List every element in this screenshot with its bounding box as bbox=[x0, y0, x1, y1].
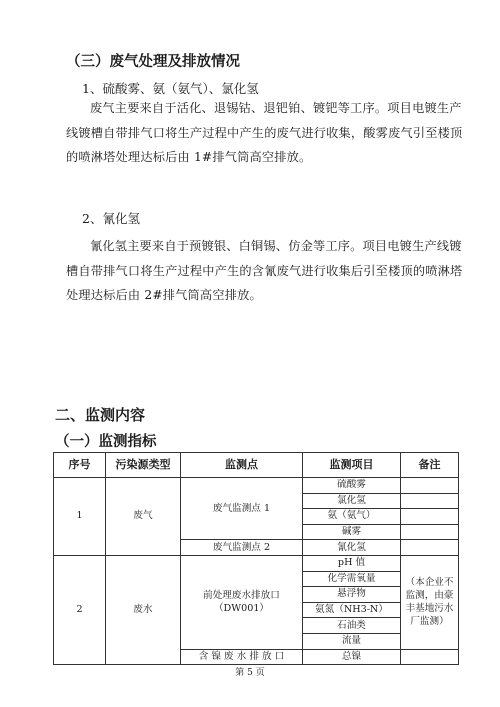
row-remark: （本企业不监测，由豪丰基地污水厂监测） bbox=[401, 555, 459, 649]
header-point: 监测点 bbox=[181, 453, 303, 478]
row-item: 石油类 bbox=[303, 618, 401, 634]
row-point: 废气监测点 1 bbox=[181, 478, 303, 540]
row-remark bbox=[401, 509, 459, 525]
subsection-heading-indicators: （一）监测指标 bbox=[55, 434, 157, 450]
section-heading-waste-gas: （三）废气处理及排放情况 bbox=[66, 54, 240, 70]
row-point: 含 镍 废 水 排 放 口 bbox=[181, 649, 303, 665]
item2-title: 2、氰化氢 bbox=[82, 211, 140, 226]
table-row bbox=[54, 555, 459, 571]
row-item: 总镍 bbox=[303, 649, 401, 665]
monitoring-table bbox=[53, 452, 459, 665]
row-point bbox=[181, 555, 303, 649]
row-item: 化学需氧量 bbox=[303, 571, 401, 587]
row-item: 硫酸雾 bbox=[303, 478, 401, 494]
header-remark: 备注 bbox=[401, 453, 459, 478]
section-heading-monitoring: 二、监测内容 bbox=[55, 406, 146, 424]
point-code: （DW001） bbox=[213, 603, 270, 615]
row-item: 氨（氨气） bbox=[303, 509, 401, 525]
header-source-type: 污染源类型 bbox=[106, 453, 181, 478]
row-item: 氯化氢 bbox=[303, 493, 401, 509]
table-header-row bbox=[54, 453, 459, 478]
header-no: 序号 bbox=[54, 453, 106, 478]
row-remark bbox=[401, 524, 459, 540]
header-item: 监测项目 bbox=[303, 453, 401, 478]
row-item: 碱雾 bbox=[303, 524, 401, 540]
row-item: 氰化氢 bbox=[303, 540, 401, 556]
item1-title: 1、硫酸雾、氨（氨气）、氯化氢 bbox=[82, 81, 259, 96]
row-no: 2 bbox=[54, 555, 106, 664]
row-source-type: 废气 bbox=[106, 478, 181, 556]
row-item: 悬浮物 bbox=[303, 587, 401, 603]
page-number: 第 5 页 bbox=[235, 668, 265, 678]
row-remark bbox=[401, 493, 459, 509]
row-remark bbox=[401, 649, 459, 665]
point-name: 前处理废水排放口 bbox=[203, 590, 280, 602]
row-source-type: 废水 bbox=[106, 555, 181, 664]
table-row bbox=[54, 478, 459, 494]
item2-paragraph: 氰化氢主要来自于预镀银、白铜锡、仿金等工序。项目电镀生产线镀槽自带排气口将生产过程中产生的含氰废气进行收集后引至楼顶的喷淋塔处理达标后由 2#排气筒高空排放。 bbox=[66, 239, 463, 302]
row-remark bbox=[401, 540, 459, 556]
row-no: 1 bbox=[54, 478, 106, 556]
row-item: pH 值 bbox=[303, 555, 401, 571]
row-item: 流量 bbox=[303, 633, 401, 649]
row-point: 废气监测点 2 bbox=[181, 540, 303, 556]
row-item: 氨氮（NH3-N） bbox=[303, 602, 401, 618]
row-remark bbox=[401, 478, 459, 494]
item1-paragraph: 废气主要来自于活化、退锡钴、退钯铂、镀钯等工序。项目电镀生产线镀槽自带排气口将生产过程中产生的废气进行收集，酸雾废气引至楼顶的喷淋塔处理达标后由 1#排气筒高空排放。 bbox=[66, 101, 463, 164]
